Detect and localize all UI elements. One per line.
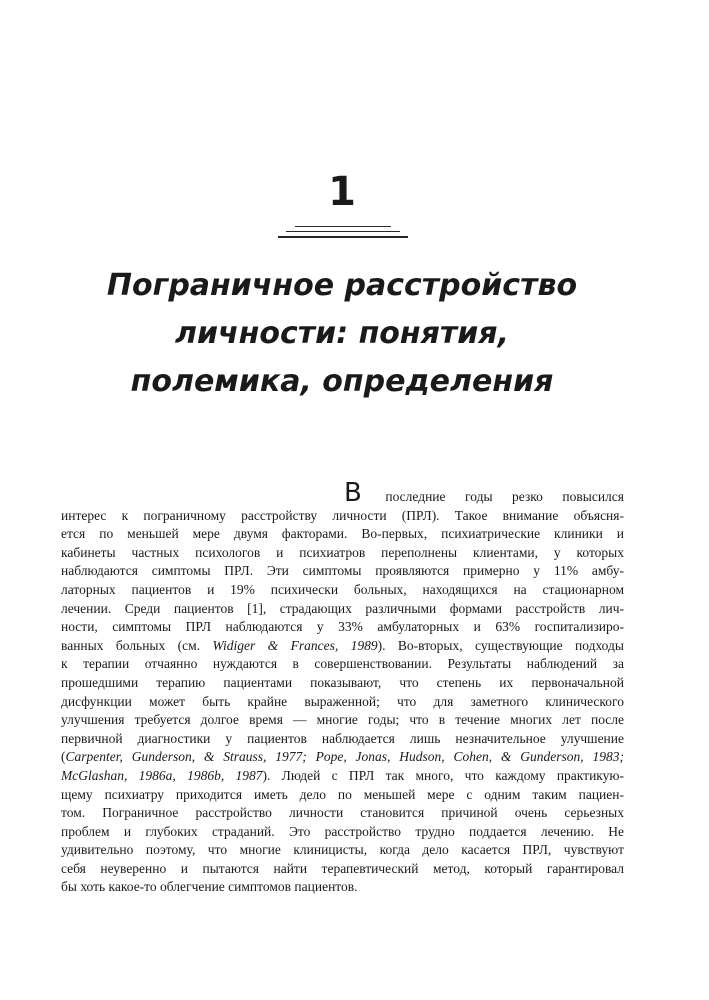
body-text xyxy=(61,478,624,897)
drop-cap: В xyxy=(344,478,362,508)
body-line: наблюдаются симптомы ПРЛ. Эти симптомы проявляются примерно у 11% амбу- xyxy=(61,563,624,579)
body-line xyxy=(61,767,624,786)
body-line: себя неуверенно и пытаются найти терапевтический метод, который гарантировал xyxy=(61,860,624,876)
body-line: к терапии отчаянно нуждаются в совершенствовании. Результаты наблюдений за xyxy=(61,656,624,672)
body-line: щему психиатру приходится иметь дело по меньшей мере с одним таким пациен- xyxy=(61,786,624,802)
body-line-text: ванных больных (см. xyxy=(61,637,213,653)
body-line-text: ). Людей с ПРЛ так много, что каждому практикую- xyxy=(262,767,624,783)
body-line: том. Пограничное расстройство личности становится причиной очень серьезных xyxy=(61,805,624,821)
body-line-text: ). Во-вторых, существующие подходы xyxy=(377,637,624,653)
body-line-text: последние годы резко повысился xyxy=(365,489,624,504)
body-line: бы хоть какое-то облегчение симптомов пациентов. xyxy=(61,879,358,895)
body-line: удивительно поэтому, что многие клиницисты, когда дело касается ПРЛ, чувствуют xyxy=(61,842,624,858)
body-line xyxy=(61,478,624,508)
body-line: латорных пациентов и 19% психически больных, находящихся на стационарном xyxy=(61,581,624,597)
body-line-text: ( xyxy=(61,749,66,765)
title-rule-bottom xyxy=(278,236,408,238)
body-line xyxy=(61,637,624,656)
body-line: дисфункции может быть крайне выраженной; что для заметного клинического xyxy=(61,693,624,709)
body-line: прошедшими терапию пациентами показывают, что степень их первоначальной xyxy=(61,674,624,690)
body-line: интерес к пограничному расстройству личности (ПРЛ). Такое внимание объясня- xyxy=(61,507,624,523)
chapter-title xyxy=(40,262,644,406)
body-line: улучшения требуется долгое время — многие годы; что в течение многих лет после xyxy=(61,712,624,728)
body-line xyxy=(61,748,624,767)
body-line: ется по меньшей мере двумя факторами. Во-первых, психиатрические клиники и xyxy=(61,526,624,542)
chapter-title-line: полемика, определения xyxy=(130,364,554,399)
chapter-title-line: Пограничное расстройство xyxy=(106,268,578,303)
body-line: проблем и глубоких страданий. Это расстройство трудно поддается лечению. Не xyxy=(61,823,624,839)
title-rule-middle xyxy=(286,231,400,232)
body-line: кабинеты частных психологов и психиатров переполнены клиентами, у которых xyxy=(61,544,624,560)
citation: Widiger & Frances, 1989 xyxy=(212,637,378,653)
body-line: первичной диагностики у пациентов наблюдается лишь незначительное улучшение xyxy=(61,730,624,746)
body-line: лечении. Среди пациентов [1], страдающих различными формами расстройств лич- xyxy=(61,600,624,616)
chapter-number: 1 xyxy=(328,169,356,215)
title-rule-top xyxy=(295,226,391,227)
chapter-title-line: личности: понятия, xyxy=(175,316,509,351)
body-line: ности, симптомы ПРЛ наблюдаются у 33% амбулаторных и 63% госпитализиро- xyxy=(61,619,624,635)
citation: Carpenter, Gunderson, & Strauss, 1977; Pope, Jonas, Hudson, Cohen, & Gunderson, 1983; xyxy=(65,749,624,765)
citation: McGlashan, 1986a, 1986b, 1987 xyxy=(61,767,263,783)
